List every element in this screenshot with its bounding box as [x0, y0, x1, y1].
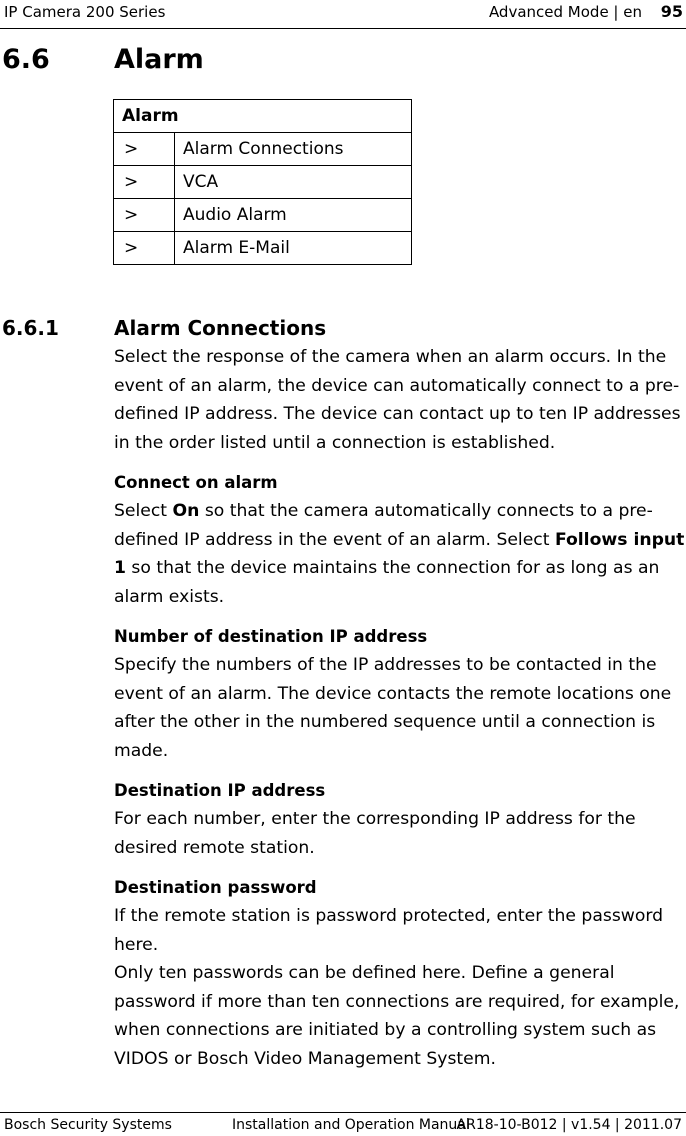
term-destination-password: Destination password — [114, 878, 317, 897]
footer-manual: Installation and Operation Manual — [232, 1117, 470, 1133]
table-row — [114, 199, 412, 232]
header-chapter: Advanced Mode | en — [488, 3, 642, 21]
text-fragment: so that the camera automatically connects to a pre-defined IP address in the event of an alarm. Select — [114, 501, 653, 550]
destination-password-note: Only ten passwords can be defined here. Define a general password if more than ten connections are required, for example, when connections are initiated by a controlling system such as VIDOS or Bosch Video Management System. — [114, 963, 680, 1069]
section-title: Alarm — [114, 44, 204, 75]
menu-table — [113, 99, 412, 265]
menu-table-header — [114, 100, 412, 133]
subsection-number: 6.6.1 — [2, 316, 59, 340]
menu-arrow: > — [114, 133, 175, 166]
term-destination-ip: Destination IP address — [114, 781, 326, 800]
menu-item-audio-alarm: Audio Alarm — [175, 199, 412, 232]
menu-table-title: Alarm — [114, 100, 412, 133]
page-number: 95 — [660, 2, 683, 21]
table-row — [114, 232, 412, 265]
table-row — [114, 166, 412, 199]
intro-paragraph: Select the response of the camera when an alarm occurs. In the event of an alarm, the device can automatically connect to a pre-defined IP address. The device can contact up to ten IP addresses in the order listed until a connection is established. — [114, 347, 681, 453]
text-fragment: so that the device maintains the connection for as long as an alarm exists. — [114, 558, 660, 607]
menu-arrow: > — [114, 199, 175, 232]
section-number: 6.6 — [2, 44, 50, 75]
page-header — [0, 0, 686, 29]
menu-arrow: > — [114, 166, 175, 199]
footer-version: AR18-10-B012 | v1.54 | 2011.07 — [456, 1117, 682, 1133]
destination-ip-description: For each number, enter the corresponding IP address for the desired remote station. — [114, 809, 636, 858]
option-on: On — [172, 501, 200, 521]
subsection-title: Alarm Connections — [114, 316, 327, 340]
table-row — [114, 133, 412, 166]
option-follows-input: Follows input 1 — [114, 529, 685, 578]
menu-item-vca: VCA — [175, 166, 412, 199]
text-fragment: Select — [114, 501, 173, 521]
content-body — [114, 343, 686, 1073]
footer-company: Bosch Security Systems — [4, 1117, 172, 1133]
term-number-destination: Number of destination IP address — [114, 627, 428, 646]
number-destination-description: Specify the numbers of the IP addresses to be contacted in the event of an alarm. The device contacts the remote locations one after the other in the numbered sequence until a connection is made. — [114, 655, 672, 761]
page-footer — [0, 1112, 686, 1133]
destination-password-description: If the remote station is password protected, enter the password here. — [114, 906, 664, 955]
connect-description — [114, 497, 686, 611]
header-product: IP Camera 200 Series — [4, 3, 166, 21]
term-connect-on-alarm: Connect on alarm — [114, 473, 278, 492]
menu-item-alarm-connections: Alarm Connections — [175, 133, 412, 166]
menu-arrow: > — [114, 232, 175, 265]
menu-item-alarm-email: Alarm E-Mail — [175, 232, 412, 265]
